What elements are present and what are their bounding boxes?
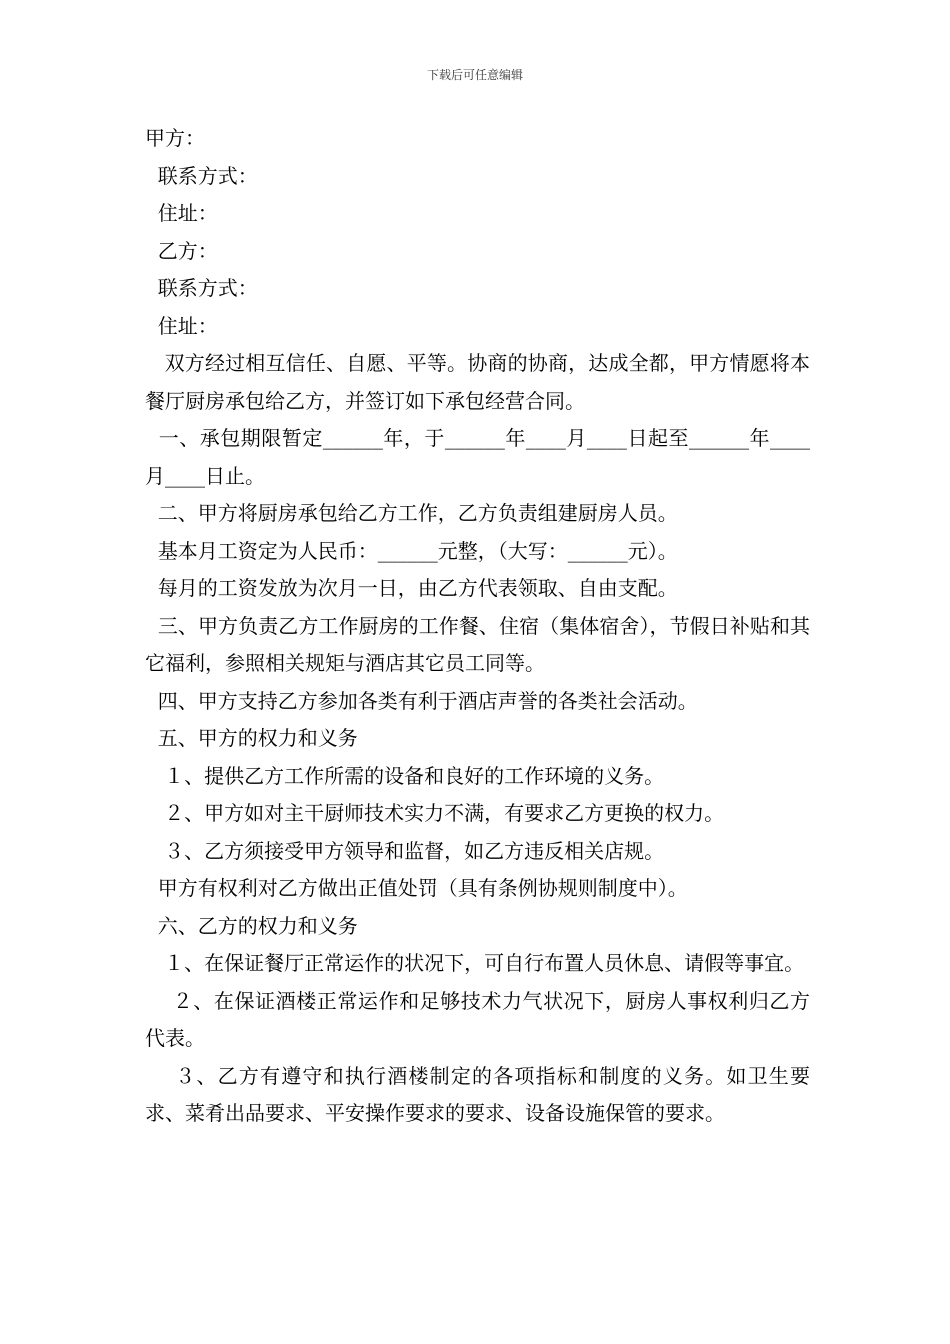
party-a-contact: 联系方式： [145, 163, 258, 188]
party-b-address: 住址： [145, 313, 218, 338]
clause-5-heading: 五、甲方的权力和义务 [145, 726, 358, 750]
clause-4-activities: 四、甲方支持乙方参加各类有利于酒店声誉的各类社会活动。 [145, 688, 698, 713]
clause-6-item-2: ２、在保证酒楼正常运作和足够技术力气状况下，厨房人事权利归乙方代表。 [145, 988, 810, 1050]
clause-6-heading: 六、乙方的权力和义务 [145, 913, 358, 938]
clause-5-item-1: １、提供乙方工作所需的设备和良好的工作环境的义务。 [145, 763, 665, 788]
clause-6-item-3: ３、乙方有遵守和执行酒楼制定的各项指标和制度的义务。如卫生要求、菜肴出品要求、平安操作要求的要求、设备设施保管的要求。 [145, 1063, 811, 1125]
party-a-address: 住址： [145, 201, 218, 225]
clause-2-contract: 二、甲方将厨房承包给乙方工作，乙方负责组建厨房人员。 [145, 501, 678, 525]
clause-5-item-3: ３、乙方须接受甲方领导和监督，如乙方违反相关店规。 [145, 838, 665, 863]
clause-2-payment: 每月的工资发放为次月一日，由乙方代表领取、自由支配。 [145, 576, 678, 600]
clause-5-item-2: ２、甲方如对主干厨师技术实力不满，有要求乙方更换的权力。 [145, 801, 725, 825]
header-note: 下载后可任意编辑 [426, 68, 523, 82]
clause-1-term: 一、承包期限暂定______年，于______年____月____日起至______年____月____日止。 [145, 426, 811, 488]
clause-3-benefits: 三、甲方负责乙方工作厨房的工作餐、住宿（集体宿舍），节假日补贴和其它福利，参照相关规矩与酒店其它员工同等。 [145, 613, 811, 675]
clause-5-penalty: 甲方有权利对乙方做出正值处罚（具有条例协规则制度中）。 [145, 876, 688, 900]
party-b-contact: 联系方式： [145, 276, 258, 300]
party-b-label: 乙方： [145, 238, 218, 263]
clause-2-salary: 基本月工资定为人民币：______元整，（大写：______元）。 [145, 538, 678, 563]
preamble-paragraph: 双方经过相互信任、自愿、平等。协商的协商，达成全都，甲方情愿将本餐厅厨房承包给乙方，并签订如下承包经营合同。 [145, 351, 811, 413]
clause-6-item-1: １、在保证餐厅正常运作的状况下，可自行布置人员休息、请假等事宜。 [145, 951, 805, 975]
contract-body [145, 120, 810, 1133]
party-a-label: 甲方： [145, 126, 205, 150]
